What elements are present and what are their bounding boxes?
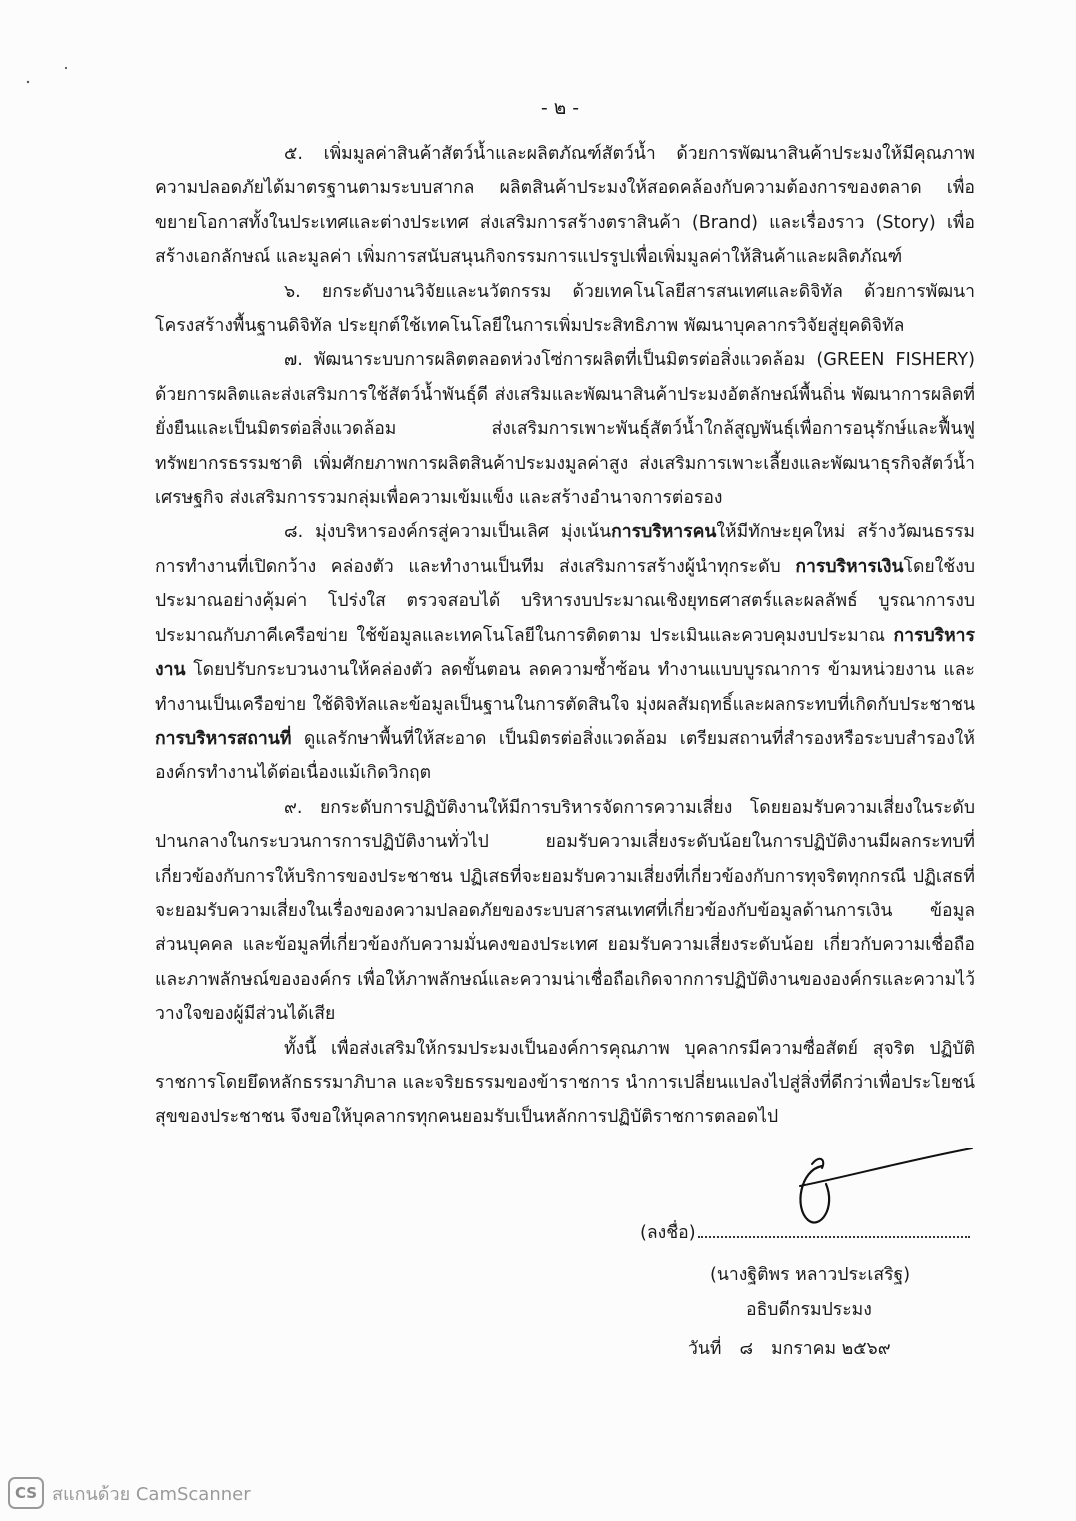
sign-label: (ลงชื่อ)	[640, 1223, 696, 1243]
paragraph-text: ทั้งนี้ เพื่อส่งเสริมให้กรมประมงเป็นองค์การคุณภาพ บุคลากรมีความซื่อสัตย์ สุจริต ปฏิบัติราชการโดยยึดหลักธรรมาภิบาล และจริยธรรมของข้าราชการ นำการเปลี่ยนแปลงไปสู่สิ่งที่ดีกว่าเพื่อประโยชน์สุขของประชาชน จึงขอให้บุคลากรทุกคนยอมรับเป็นหลักการปฏิบัติราชการตลอดไป	[155, 1038, 975, 1128]
paragraph-text: ให้มีทักษะยุคใหม่ สร้างวัฒนธรรมการทำงานที่เปิดกว้าง คล่องตัว และทำงานเป็นทีม ส่งเสริมการสร้างผู้นำทุกระดับ	[155, 522, 975, 577]
paragraph	[155, 137, 975, 275]
paragraph-text: โดยใช้งบประมาณอย่างคุ้มค่า โปร่งใส ตรวจสอบได้ บริหารงบประมาณเชิงยุทธศาสตร์และผลลัพธ์ บูรณาการงบประมาณกับภาคีเครือข่าย ใช้ข้อมูลและเทคโนโลยีในการติดตาม ประเมินและควบคุมงบประมาณ	[155, 556, 975, 646]
page-number: - ๒ -	[540, 97, 580, 119]
date-prefix: วันที่	[688, 1339, 722, 1359]
paragraph	[155, 1032, 975, 1135]
signer-title: อธิบดีกรมประมง	[746, 1300, 872, 1320]
signature-dotted-line	[698, 1235, 970, 1238]
paragraph-text: ๕. เพิ่มมูลค่าสินค้าสัตว์น้ำและผลิตภัณฑ์สัตว์น้ำ ด้วยการพัฒนาสินค้าประมงให้มีคุณภาพ ความปลอดภัยได้มาตรฐานตามระบบสากล ผลิตสินค้าประมงให้สอดคล้องกับความต้องการของตลาด เพื่อขยายโอกาสทั้งในประเทศและต่างประเทศ ส่งเสริมการสร้างตราสินค้า (Brand) และเรื่องราว (Story) เพื่อสร้างเอกลักษณ์ และมูลค่า เพิ่มการสนับสนุนกิจกรรมการแปรรูปเพื่อเพิ่มมูลค่าให้สินค้าและผลิตภัณฑ์	[155, 144, 975, 268]
camscanner-label: สแกนด้วย CamScanner	[52, 1483, 251, 1505]
paragraph-text: ๗. พัฒนาระบบการผลิตตลอดห่วงโซ่การผลิตที่เป็นมิตรต่อสิ่งแวดล้อม (GREEN FISHERY) ด้วยการผลิตและส่งเสริมการใช้สัตว์น้ำพันธุ์ดี ส่งเสริมและพัฒนาสินค้าประมงอัตลักษณ์พื้นถิ่น พัฒนาการผลิตที่ยั่งยืนและเป็นมิตรต่อสิ่งแวดล้อม ส่งเสริมการเพาะพันธุ์สัตว์น้ำใกล้สูญพันธุ์เพื่อการอนุรักษ์และฟื้นฟูทรัพยากรธรรมชาติ เพิ่มศักยภาพการผลิตสินค้าประมงมูลค่าสูง ส่งเสริมการเพาะเลี้ยงและพัฒนาธุรกิจสัตว์น้ำ เศรษฐกิจ ส่งเสริมการรวมกลุ่มเพื่อความเข้มแข็ง และสร้างอำนาจการต่อรอง	[155, 350, 975, 509]
bold-heading-text: การบริหารสถานที่	[155, 728, 292, 749]
date-month-year: มกราคม ๒๕๖๙	[771, 1339, 891, 1359]
date-day: ๘	[739, 1339, 754, 1359]
paragraph	[155, 515, 975, 790]
bold-heading-text: การบริหารเงิน	[795, 556, 904, 577]
paragraph-text: ๘. มุ่งบริหารองค์กรสู่ความเป็นเลิศ มุ่งเน้น	[284, 522, 612, 543]
camscanner-logo-icon: CS	[8, 1477, 44, 1509]
paragraph	[155, 791, 975, 1032]
signer-name: (นางฐิติพร หลาวประเสริฐ)	[710, 1265, 911, 1285]
bold-heading-text: การบริหารคน	[611, 522, 717, 543]
paragraph-text: โดยปรับกระบวนงานให้คล่องตัว ลดขั้นตอน ลดความซ้ำซ้อน ทำงานแบบบูรณาการ ข้ามหน่วยงาน และทำงานเป็นเครือข่าย ใช้ดิจิทัลและข้อมูลเป็นฐานในการตัดสินใจ มุ่งผลสัมฤทธิ์และผลกระทบที่เกิดกับประชาชน	[155, 660, 975, 715]
camscanner-footer	[8, 1477, 251, 1509]
paragraph	[155, 343, 975, 515]
bold-heading-text: การบริหารงาน	[155, 625, 975, 681]
date-line	[688, 1334, 909, 1362]
sign-line	[640, 1218, 970, 1246]
paragraph-text: ๖. ยกระดับงานวิจัยและนวัตกรรม ด้วยเทคโนโลยีสารสนเทศและดิจิทัล ด้วยการพัฒนาโครงสร้างพื้นฐานดิจิทัล ประยุกต์ใช้เทคโนโลยีในการเพิ่มประสิทธิภาพ พัฒนาบุคลากรวิจัยสู่ยุคดิจิทัล	[155, 281, 975, 337]
paragraph	[155, 275, 975, 344]
paragraph-text: ดูแลรักษาพื้นที่ให้สะอาด เป็นมิตรต่อสิ่งแวดล้อม เตรียมสถานที่สำรองหรือระบบสำรองให้องค์กรทำงานได้ต่อเนื่องแม้เกิดวิกฤต	[155, 728, 975, 784]
paragraph-text: ๙. ยกระดับการปฏิบัติงานให้มีการบริหารจัดการความเสี่ยง โดยยอมรับความเสี่ยงในระดับปานกลางในกระบวนการการปฏิบัติงานทั่วไป ยอมรับความเสี่ยงระดับน้อยในการปฏิบัติงานมีผลกระทบที่เกี่ยวข้องกับการให้บริการของประชาชน ปฏิเสธที่จะยอมรับความเสี่ยงที่เกี่ยวข้องกับการทุจริตทุกกรณี ปฏิเสธที่จะยอมรับความเสี่ยงในเรื่องของความปลอดภัยของระบบสารสนเทศที่เกี่ยวข้องกับข้อมูลด้านการเงิน ข้อมูลส่วนบุคคล และข้อมูลที่เกี่ยวข้องกับความมั่นคงของประเทศ ยอมรับความเสี่ยงระดับน้อย เกี่ยวกับความเชื่อถือและภาพลักษณ์ขององค์กร เพื่อให้ภาพลักษณ์และความน่าเชื่อถือเกิดจากการปฏิบัติงานขององค์กรและความไว้วางใจของผู้มีส่วนได้เสีย	[155, 797, 975, 1025]
document-body	[155, 137, 975, 1135]
